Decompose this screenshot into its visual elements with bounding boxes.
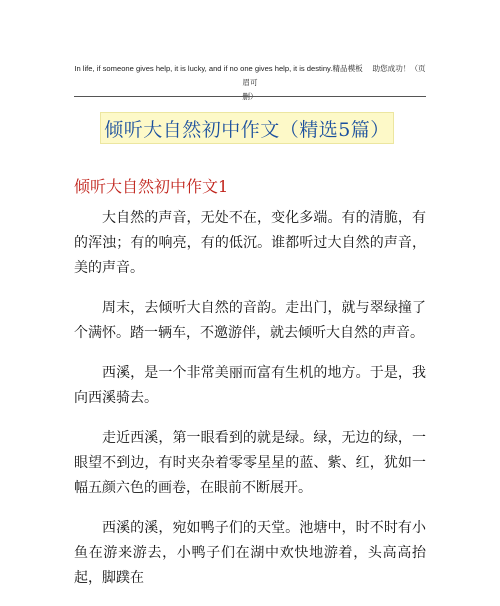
paragraph-5: 西溪的溪，宛如鸭子们的天堂。池塘中，时不时有小鱼在游来游去，小鸭子们在湖中欢快地游着，头高高抬起，脚蹼在 — [74, 520, 426, 586]
paragraph-2: 周末，去倾听大自然的音韵。走出门，就与翠绿撞了个满怀。踏一辆车，不邀游伴，就去倾听大自然的声音。 — [74, 300, 426, 341]
section-heading: 倾听大自然初中作文1 — [74, 177, 229, 196]
page-header-note — [72, 62, 428, 104]
paragraph-4: 走近西溪，第一眼看到的就是绿。绿，无边的绿，一眼望不到边，有时夹杂着零零星星的蓝、紫、红，犹如一幅五颜六色的画卷，在眼前不断展开。 — [74, 430, 426, 496]
article-body — [74, 206, 426, 606]
paragraph-1: 大自然的声音，无处不在，变化多端。有的清脆，有的浑浊；有的响亮，有的低沉。谁都听过大自然的声音，美的声音。 — [74, 210, 426, 276]
title-banner — [100, 112, 394, 144]
document-title: 倾听大自然初中作文（精选5篇） — [104, 118, 390, 141]
header-note-line1: In life, if someone gives help, it is lucky, and if no one gives help, it is destiny.精品模板 助您成功！（页眉可 — [74, 64, 426, 87]
header-divider — [74, 96, 426, 97]
header-note-line2: 删） — [242, 92, 258, 101]
paragraph-3: 西溪，是一个非常美丽而富有生机的地方。于是，我向西溪骑去。 — [74, 365, 426, 406]
